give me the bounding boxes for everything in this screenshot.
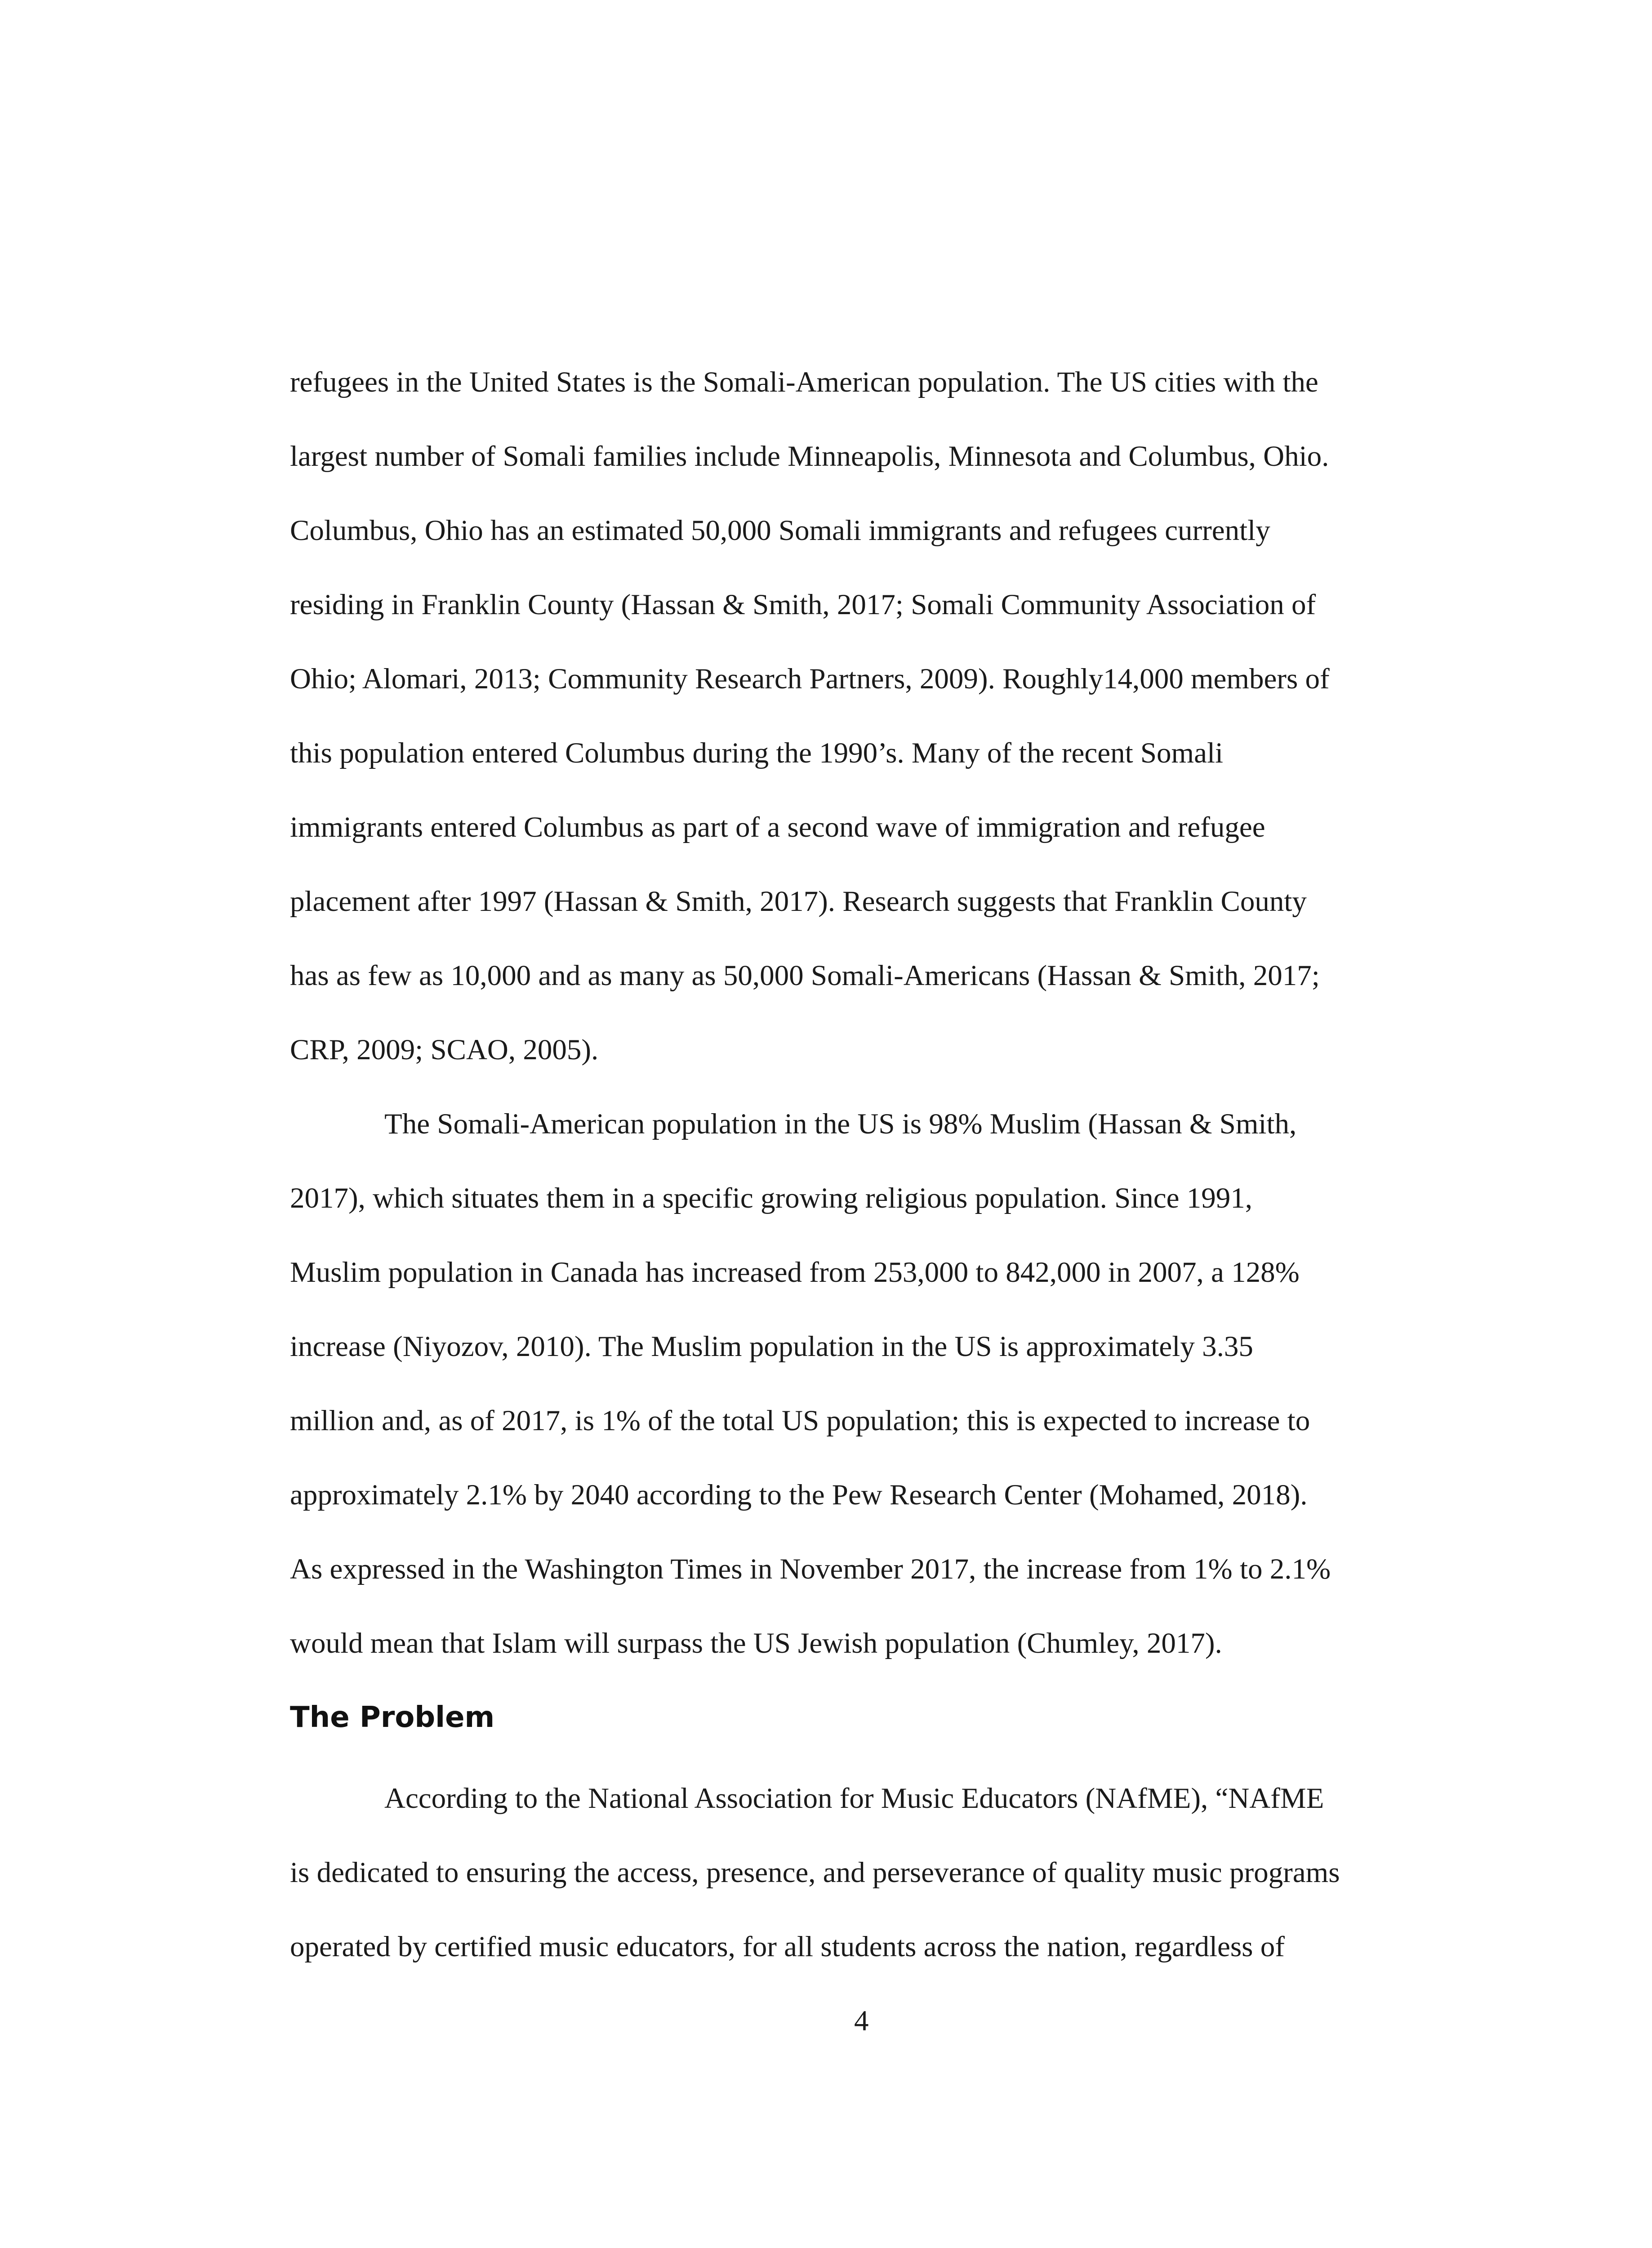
paragraph-line: would mean that Islam will surpass the US Jewish population (Chumley, 2017). <box>290 1627 1222 1659</box>
paragraph-line: largest number of Somali families include Minneapolis, Minnesota and Columbus, Ohio. <box>290 440 1329 473</box>
paragraph-line: As expressed in the Washington Times in November 2017, the increase from 1% to 2.1% <box>290 1553 1331 1585</box>
paragraph-line: According to the National Association for Music Educators (NAfME), “NAfME <box>384 1782 1324 1815</box>
paragraph-line: Columbus, Ohio has an estimated 50,000 Somali immigrants and refugees currently <box>290 514 1270 547</box>
paragraph-line: increase (Niyozov, 2010). The Muslim population in the US is approximately 3.35 <box>290 1330 1253 1363</box>
paragraph-line: approximately 2.1% by 2040 according to the Pew Research Center (Mohamed, 2018). <box>290 1479 1308 1511</box>
paragraph-line: this population entered Columbus during the 1990’s. Many of the recent Somali <box>290 737 1224 769</box>
paragraph-line: is dedicated to ensuring the access, presence, and perseverance of quality music programs <box>290 1856 1340 1889</box>
page-number: 4 <box>854 2005 869 2037</box>
paragraph-line: has as few as 10,000 and as many as 50,000 Somali-Americans (Hassan & Smith, 2017; <box>290 959 1320 992</box>
paragraph-line: Ohio; Alomari, 2013; Community Research Partners, 2009). Roughly14,000 members of <box>290 663 1330 695</box>
paragraph-line: The Somali-American population in the US is 98% Muslim (Hassan & Smith, <box>384 1108 1297 1140</box>
paragraph-line: placement after 1997 (Hassan & Smith, 2017). Research suggests that Franklin County <box>290 885 1307 918</box>
paragraph-line: Muslim population in Canada has increased from 253,000 to 842,000 in 2007, a 128% <box>290 1256 1300 1289</box>
paragraph-line: residing in Franklin County (Hassan & Smith, 2017; Somali Community Association of <box>290 589 1316 621</box>
section-heading: The Problem <box>290 1701 495 1734</box>
paragraph-line: CRP, 2009; SCAO, 2005). <box>290 1034 599 1066</box>
paragraph-line: immigrants entered Columbus as part of a second wave of immigration and refugee <box>290 811 1265 843</box>
paragraph-line: 2017), which situates them in a specific growing religious population. Since 1991, <box>290 1182 1253 1214</box>
paragraph-line: refugees in the United States is the Somali-American population. The US cities with the <box>290 366 1318 398</box>
paragraph-line: million and, as of 2017, is 1% of the total US population; this is expected to increase to <box>290 1405 1310 1437</box>
paragraph-line: operated by certified music educators, for all students across the nation, regardless of <box>290 1931 1285 1963</box>
